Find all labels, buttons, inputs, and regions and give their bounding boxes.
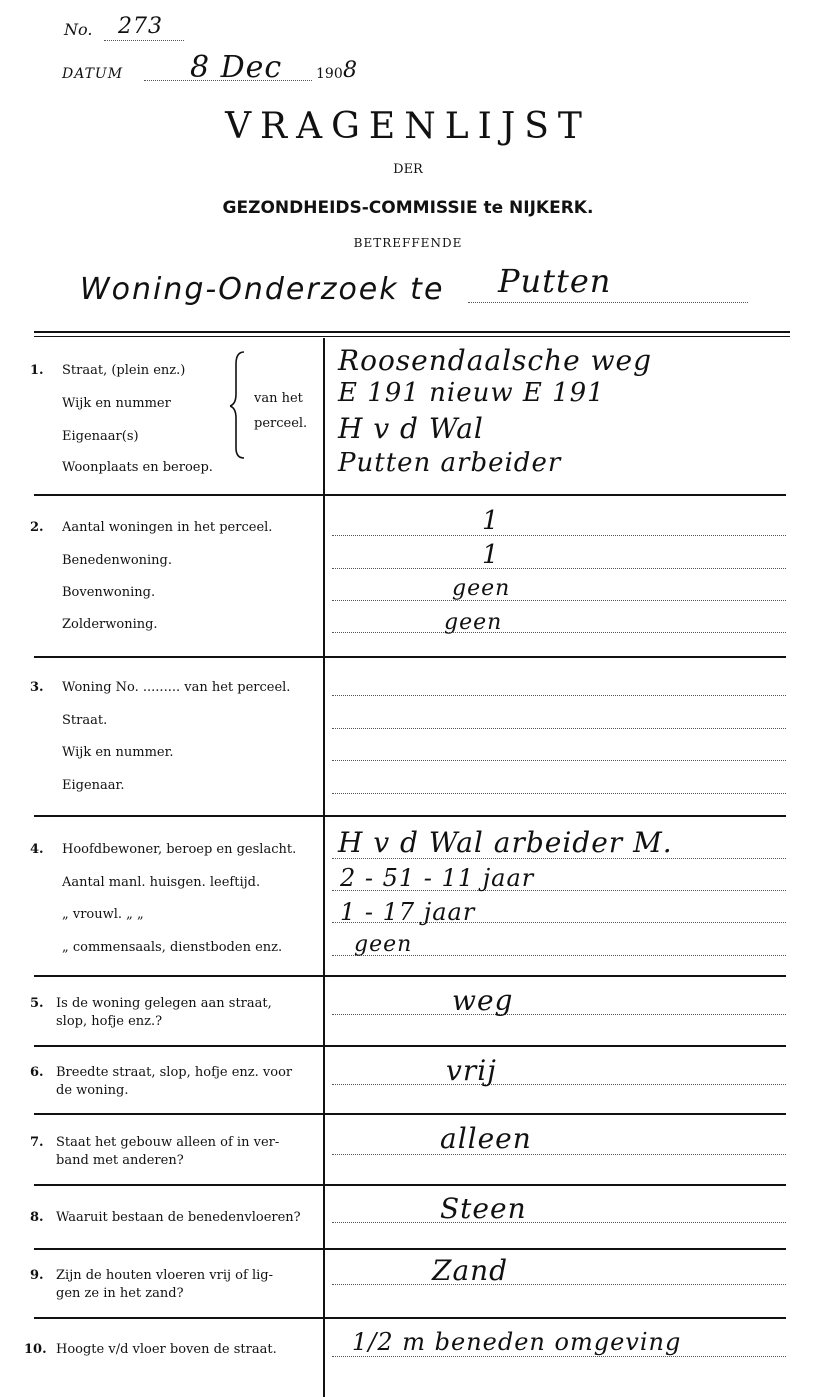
section-line: Wijk en nummer [62,396,171,411]
answer-ground-floor: 1 [482,540,500,570]
answer-head-occupant: H v d Wal arbeider M. [338,826,673,859]
answer-floor-height: 1/2 m beneden omgeving [352,1328,682,1356]
section-divider [34,656,786,658]
number-value: 273 [118,14,163,39]
section-number: 4. [30,842,44,857]
section-line: Eigenaar(s) [62,429,139,444]
answer-line [332,632,786,633]
subject-underline [468,302,748,303]
section-line: gen ze in het zand? [56,1286,184,1301]
section-divider [34,1113,786,1115]
section-line: Zijn de houten vloeren vrij of lig- [56,1268,273,1283]
answer-line [332,1154,786,1155]
der-label: DER [393,162,423,177]
year-prefix: 190 [316,66,343,82]
form-title: VRAGENLIJST [225,106,591,147]
betreffende-label: BETREFFENDE [353,236,463,250]
brace-note: van het [254,391,303,406]
section-divider [34,975,786,977]
section-number: 2. [30,520,44,535]
answer-attached: alleen [440,1122,532,1155]
answer-street-width: vrij [446,1054,497,1087]
answer-wooden-floors: Zand [432,1254,509,1287]
section-line: Staat het gebouw alleen of in ver- [56,1135,280,1150]
answer-line [332,695,786,696]
section-divider [34,1317,786,1319]
answer-ground-floors: Steen [440,1192,527,1225]
section-line: Straat, (plein enz.) [62,363,186,378]
answer-line [332,1014,786,1015]
section-number: 8. [30,1210,44,1225]
column-divider [323,338,325,1397]
number-label: No. [64,20,93,39]
number-underline [104,40,184,41]
section-divider [34,815,786,817]
section-number: 6. [30,1065,44,1080]
section-line: Is de woning gelegen aan straat, [56,996,272,1011]
section-line: Benedenwoning. [62,553,173,568]
section-number: 3. [30,680,44,695]
answer-line [332,600,786,601]
answer-line [332,728,786,729]
answer-line [332,793,786,794]
section-line: Hoofdbewoner, beroep en geslacht. [62,842,297,857]
brace-note: perceel. [254,416,308,431]
subject-label: Woning-Onderzoek te [80,272,445,307]
answer-dwellings-count: 1 [482,506,500,536]
section-line: Breedte straat, slop, hofje enz. voor [56,1065,293,1080]
answer-female-members: 1 - 17 jaar [340,898,476,926]
section-line: Aantal woningen in het perceel. [62,520,273,535]
year-suffix: 8 [343,58,358,83]
section-line: Woning No. ......... van het perceel. [62,680,291,695]
section-line: Eigenaar. [62,778,125,793]
curly-brace [230,350,250,460]
section-line: „ commensaals, dienstboden enz. [62,940,283,955]
section-line: „ vrouwl. „ „ [62,907,144,922]
commission-name: GEZONDHEIDS-COMMISSIE te NIJKERK. [222,198,594,218]
section-line: Bovenwoning. [62,585,156,600]
answer-line [332,1084,786,1085]
section-line: Hoogte v/d vloer boven de straat. [56,1342,277,1357]
section-line: Aantal manl. huisgen. leeftijd. [62,875,261,890]
section-number: 9. [30,1268,44,1283]
section-divider [34,1248,786,1250]
section-number: 5. [30,996,44,1011]
answer-line [332,1222,786,1223]
section-divider [34,494,786,496]
section-line: Woonplaats en beroep. [62,460,213,475]
answer-attic: geen [444,610,503,635]
section-divider [34,1045,786,1047]
answer-residence-occupation: Putten arbeider [338,448,562,478]
section-line: band met anderen? [56,1153,184,1168]
answer-line [332,535,786,536]
section-line: Zolderwoning. [62,617,158,632]
date-value: 8 Dec [190,50,283,85]
section-number: 1. [30,363,44,378]
answer-line [332,760,786,761]
answer-line [332,568,786,569]
answer-ward-number: E 191 nieuw E 191 [338,378,605,408]
answer-male-members: 2 - 51 - 11 jaar [340,864,535,892]
top-rule [34,331,790,333]
section-number: 7. [30,1135,44,1150]
answer-lodgers: geen [354,932,413,957]
answer-line [332,1284,786,1285]
section-line: slop, hofje enz.? [56,1014,163,1029]
section-divider [34,1184,786,1186]
section-line: Waaruit bestaan de benedenvloeren? [56,1210,301,1225]
answer-line [332,1356,786,1357]
top-rule-thin [34,336,790,337]
answer-upper-floor: geen [452,576,511,601]
section-number: 10. [24,1342,47,1357]
section-line: Straat. [62,713,108,728]
answer-owner: H v d Wal [338,412,484,445]
answer-location: weg [452,984,514,1017]
date-label: DATUM [62,66,124,82]
subject-value: Putten [498,262,612,300]
answer-street: Roosendaalsche weg [338,344,653,377]
section-line: Wijk en nummer. [62,745,174,760]
section-line: de woning. [56,1083,129,1098]
